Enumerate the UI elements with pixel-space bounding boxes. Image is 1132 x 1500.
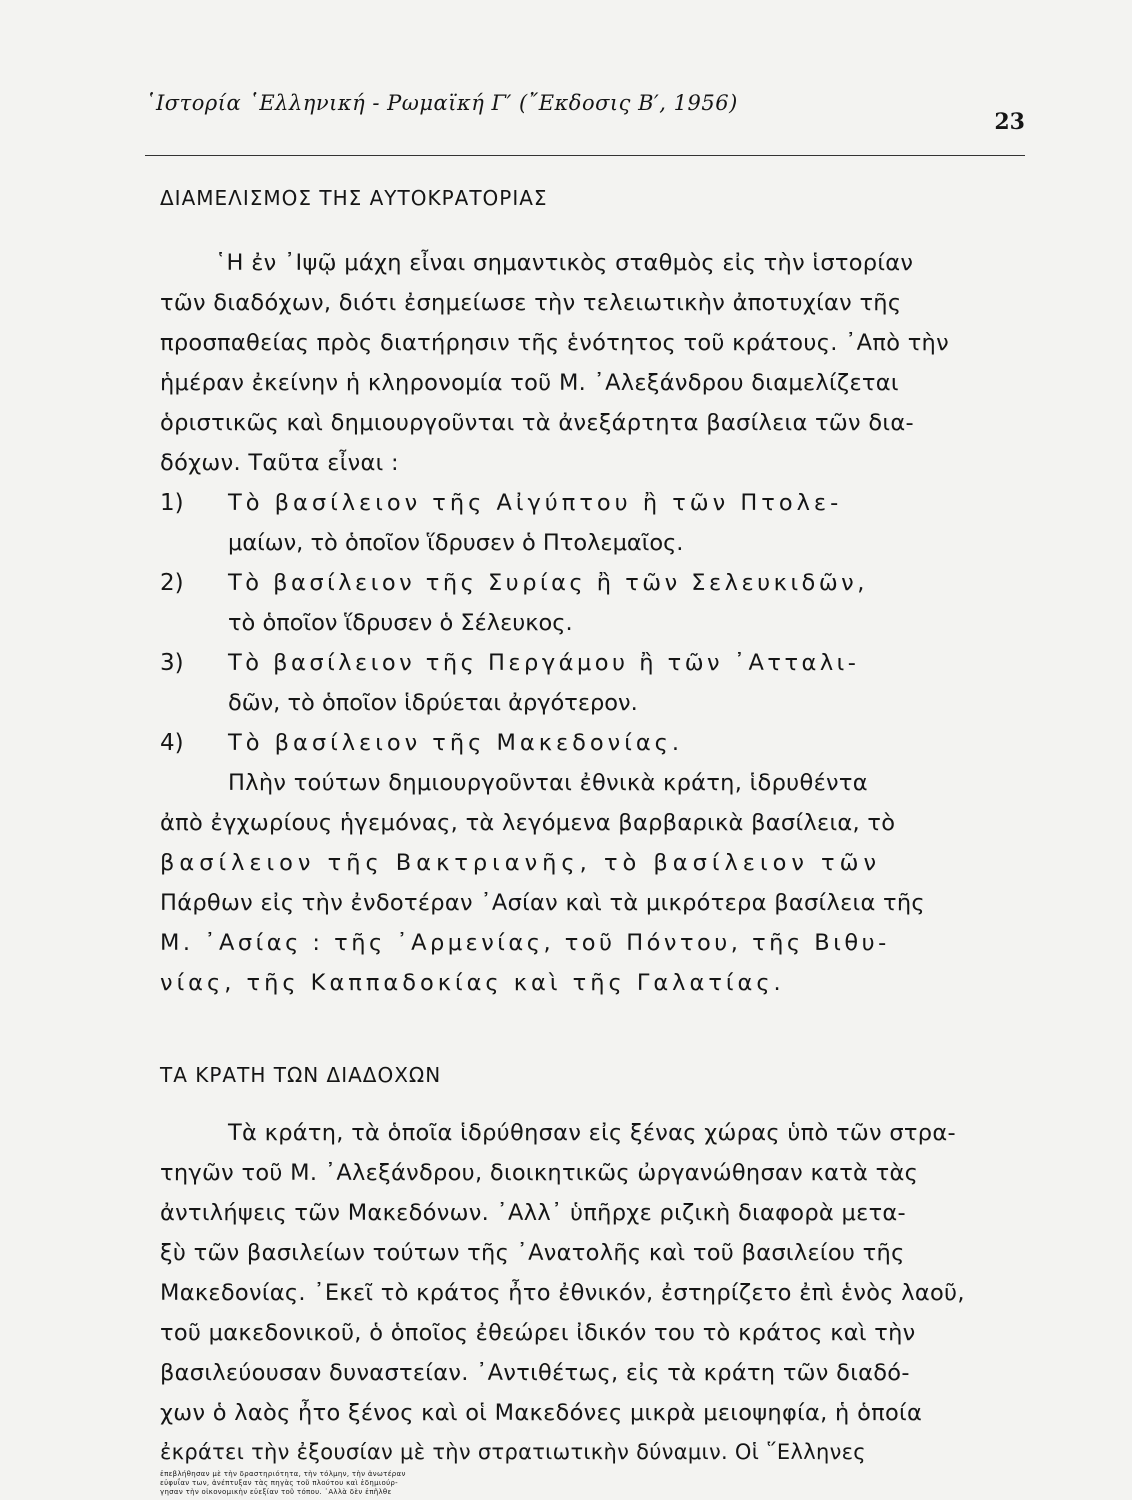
- text-line: νίας, τῆς Καππαδοκίας καὶ τῆς Γαλατίας.: [160, 970, 785, 996]
- text-line: ἡμέραν ἐκείνην ἡ κληρονομία τοῦ Μ. ᾿Αλεξάνδρου διαμελίζεται: [160, 370, 899, 396]
- text-line: δόχων. Ταῦτα εἶναι :: [160, 450, 399, 476]
- text-line: προσπαθείας πρὸς διατήρησιν τῆς ἑνότητος τοῦ κράτους. ᾿Απὸ τὴν: [160, 330, 949, 356]
- running-header: [145, 85, 1025, 156]
- list-item: Τὸ βασίλειον τῆς Συρίας ἢ τῶν Σελευκιδῶν,: [228, 570, 868, 596]
- text-line: Μακεδονίας. ᾿Εκεῖ τὸ κράτος ἦτο ἐθνικόν, ἐστηρίζετο ἐπὶ ἑνὸς λαοῦ,: [160, 1280, 965, 1306]
- text-line: ἀντιλήψεις τῶν Μακεδόνων. ᾿Αλλ᾿ ὑπῆρχε ριζικὴ διαφορὰ μετα-: [160, 1200, 906, 1226]
- text-line: ξὺ τῶν βασιλείων τούτων τῆς ᾿Ανατολῆς καὶ τοῦ βασιλείου τῆς: [160, 1240, 905, 1266]
- list-number: 2): [160, 570, 184, 596]
- text-line: ὁριστικῶς καὶ δημιουργοῦνται τὰ ἀνεξάρτητα βασίλεια τῶν δια-: [160, 410, 914, 436]
- text-line: ἐπεβλήθησαν μὲ τὴν δραστηριότητα, τὴν τόλμην, τὴν ἀνωτέραν: [160, 1470, 406, 1478]
- section-heading: ΔΙΑΜΕΛΙΣΜΟΣ ΤΗΣ ΑΥΤΟΚΡΑΤΟΡΙΑΣ: [160, 186, 548, 210]
- list-item: Τὸ βασίλειον τῆς Αἰγύπτου ἢ τῶν Πτολε-: [228, 490, 843, 516]
- list-number: 1): [160, 490, 184, 516]
- section-heading: ΤΑ ΚΡΑΤΗ ΤΩΝ ΔΙΑΔΟΧΩΝ: [160, 1063, 442, 1087]
- text-line: Πάρθων εἰς τὴν ἐνδοτέραν ᾿Ασίαν καὶ τὰ μικρότερα βασίλεια τῆς: [160, 890, 925, 916]
- text-line: βασιλεύουσαν δυναστείαν. ᾿Αντιθέτως, εἰς τὰ κράτη τῶν διαδό-: [160, 1360, 910, 1386]
- text-line: τηγῶν τοῦ Μ. ᾿Αλεξάνδρου, διοικητικῶς ὠργανώθησαν κατὰ τὰς: [160, 1160, 919, 1186]
- text-line: ἀπὸ ἐγχωρίους ἡγεμόνας, τὰ λεγόμενα βαρβαρικὰ βασίλεια, τὸ: [160, 810, 896, 836]
- text-line: γησαν τὴν οἰκονομικὴν εὐεξίαν τοῦ τόπου. ᾿Αλλὰ δὲν ἐπῆλθε: [160, 1488, 392, 1496]
- text-line: Πλὴν τούτων δημιουργοῦνται ἐθνικὰ κράτη, ἱδρυθέντα: [228, 770, 868, 796]
- text-line: Μ. ᾿Ασίας : τῆς ᾿Αρμενίας, τοῦ Πόντου, τῆς Βιθυ-: [160, 930, 890, 956]
- list-item-continuation: μαίων, τὸ ὁποῖον ἵδρυσεν ὁ Πτολεμαῖος.: [228, 530, 684, 556]
- page-number: 23: [994, 109, 1025, 135]
- text-line: βασίλειον τῆς Βακτριανῆς, τὸ βασίλειον τῶν: [160, 850, 882, 876]
- text-line: ἐκράτει τὴν ἐξουσίαν μὲ τὴν στρατιωτικὴν δύναμιν. Οἱ ῞Ελληνες: [160, 1440, 866, 1464]
- book-title: ῾Ιστορία ῾Ελληνική - Ρωμαϊκή Γ′ (῎Εκδοσις Β′, 1956): [145, 91, 738, 115]
- list-item-continuation: δῶν, τὸ ὁποῖον ἱδρύεται ἀργότερον.: [228, 690, 638, 716]
- list-item: Τὸ βασίλειον τῆς Περγάμου ἢ τῶν ᾿Ατταλι-: [228, 650, 860, 676]
- list-number: 3): [160, 650, 184, 676]
- list-item: Τὸ βασίλειον τῆς Μακεδονίας.: [228, 730, 684, 756]
- text-line: εὐφυΐαν των, ἀνέπτυξαν τὰς πηγὰς τοῦ πλούτου καὶ ἐδημιούρ-: [160, 1479, 398, 1487]
- text-line: τοῦ μακεδονικοῦ, ὁ ὁποῖος ἐθεώρει ἰδικόν του τὸ κράτος καὶ τὴν: [160, 1320, 916, 1346]
- list-item-continuation: τὸ ὁποῖον ἵδρυσεν ὁ Σέλευκος.: [228, 610, 573, 636]
- list-number: 4): [160, 730, 184, 756]
- text-line: χων ὁ λαὸς ἦτο ξένος καὶ οἱ Μακεδόνες μικρὰ μειοψηφία, ἡ ὁποία: [160, 1400, 923, 1426]
- text-line: Τὰ κράτη, τὰ ὁποῖα ἱδρύθησαν εἰς ξένας χώρας ὑπὸ τῶν στρα-: [228, 1120, 956, 1146]
- text-line: τῶν διαδόχων, διότι ἐσημείωσε τὴν τελειωτικὴν ἀποτυχίαν τῆς: [160, 290, 902, 316]
- text-line: ῾Η ἐν ᾿Ιψῷ μάχη εἶναι σημαντικὸς σταθμὸς εἰς τὴν ἱστορίαν: [215, 250, 914, 276]
